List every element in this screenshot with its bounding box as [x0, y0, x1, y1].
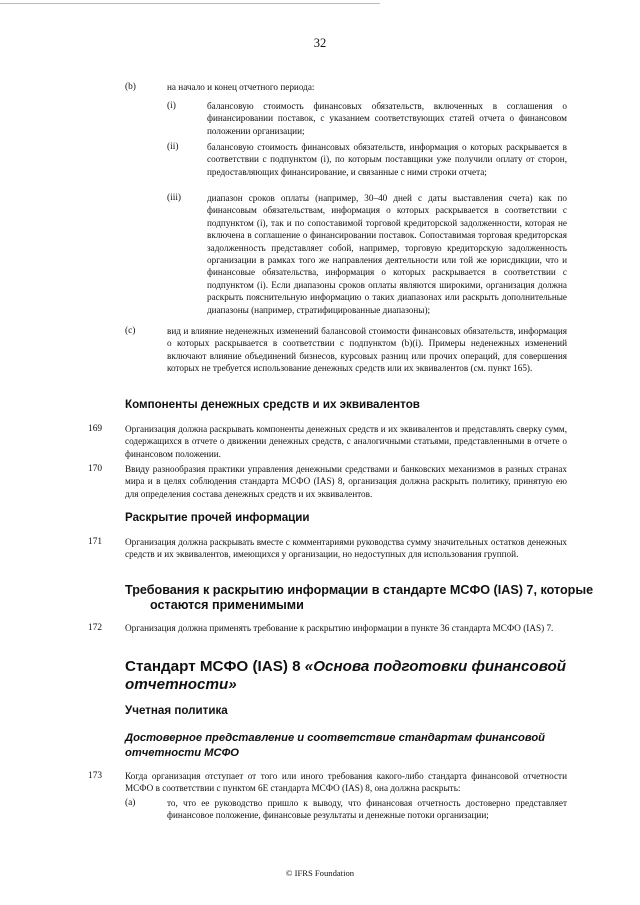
page-number: 32	[313, 36, 327, 50]
item-c-text: вид и влияние неденежных изменений балансовой стоимости финансовых обязательств, информация о которых раскрывается в соответствии с подпунктом (b)(i). Примеры неденежных изменений включают влияние объединений бизнесов, курсовых разниц или прочих операций, для совершения которых не требуется использование денежных средств или их эквивалентов (см. пункт 165).	[167, 326, 567, 374]
para-172-text: Организация должна применять требование к раскрытию информации в пункте 36 стандарта МСФО (IAS) 7.	[125, 623, 554, 633]
para-173-text: Когда организация отступает от того или иного требования какого-либо стандарта финансовой отчетности МСФО в соответствии с пунктом 6E стандарта МСФО (IAS) 8, она должна раскрыть:	[125, 771, 567, 794]
heading-other-disclosures: Раскрытие прочей информации	[125, 511, 310, 524]
para-173-a-label: (a)	[125, 798, 136, 808]
item-b-intro: на начало и конец отчетного периода:	[167, 82, 315, 92]
heading-ias7-line2: остаются применимыми	[150, 598, 304, 612]
item-b-label: (b)	[125, 82, 136, 92]
heading-ias7-line1: Требования к раскрытию информации в стандарте МСФО (IAS) 7, которые	[125, 583, 594, 597]
para-173-a-text: то, что ее руководство пришло к выводу, что финансовая отчетность достоверно представляет финансовое положение, финансовые результаты и денежные потоки организации;	[167, 798, 567, 821]
para-171-number: 171	[88, 537, 103, 547]
heading-fair-presentation-line1: Достоверное представление и соответствие стандартам финансовой	[125, 732, 545, 744]
para-172-number: 172	[88, 623, 103, 633]
para-169-number: 169	[88, 424, 103, 434]
item-b-i-label: (i)	[167, 101, 176, 111]
footer-copyright: © IFRS Foundation	[285, 868, 355, 878]
item-b-iii-text: диапазон сроков оплаты (например, 30–40 дней с даты выставления счета) как по финансовым обязательствам, информация о которых раскрывается в соответствии с подпунктом (i), так и по сопоставимой торговой кредиторской задолженности, которая не включена в соглашение о финансировании поставок. Сопоставимая торговая кредиторская задолженность представляет собой, например, торговую кредиторскую задолженность организации в рамках того же направления деятельности или той же юрисдикции, что и финансовые обязательства, информация о которых раскрывается в соответствии с подпунктом (i). Если диапазоны сроков оплаты являются широкими, организация должна раскрыть пояснительную информацию о таких диапазонах или раскрыть дополнительные диапазоны (например, стратифицированные диапазоны);	[207, 193, 567, 315]
heading-cash-components: Компоненты денежных средств и их эквивалентов	[125, 398, 420, 411]
item-b-ii-text: балансовую стоимость финансовых обязательств, информация о которых раскрывается в соответствии с подпунктом (i), по которым поставщики уже получили оплату от сторон, предоставляющих финансирование, и связанные с ними строки отчета;	[207, 142, 567, 177]
para-170-number: 170	[88, 464, 103, 474]
top-rule	[0, 3, 380, 4]
para-171-text: Организация должна раскрывать вместе с комментариями руководства сумму значительных остатков денежных средств и их эквивалентов, имеющихся у организации, но недоступных для использования группой.	[125, 537, 567, 560]
para-173-number: 173	[88, 771, 103, 781]
heading-fair-presentation-line2: отчетности МСФО	[125, 747, 240, 759]
item-b-ii-label: (ii)	[167, 142, 179, 152]
heading-accounting-policy: Учетная политика	[125, 704, 228, 717]
item-b-i-text: балансовую стоимость финансовых обязательств, включенных в соглашения о финансировании поставок, с указанием соответствующих статей отчета о финансовом положении организации;	[207, 101, 567, 136]
ias8-title-plain: Стандарт МСФО (IAS) 8	[125, 658, 305, 675]
item-b-iii-label: (iii)	[167, 193, 182, 203]
ias8-title-italic-2: отчетности»	[125, 676, 237, 693]
para-170-text: Ввиду разнообразия практики управления денежными средствами и банковских механизмов в разных странах мира и в целях соблюдения стандарта МСФО (IAS) 8, организация должна раскрыть политику, принятую ею для определения состава денежных средств и их эквивалентов.	[125, 464, 567, 499]
heading-ias8-title-line2	[125, 676, 237, 694]
ias8-title-italic: «Основа подготовки финансовой	[304, 658, 567, 675]
item-c-label: (c)	[125, 326, 136, 336]
para-169-text: Организация должна раскрывать компоненты денежных средств и их эквивалентов и представлять сверку сумм, содержащихся в отчете о движении денежных средств, с аналогичными статьями, представленными в отчете о финансовом положении.	[125, 424, 567, 459]
heading-ias8-title-line1	[125, 658, 566, 676]
